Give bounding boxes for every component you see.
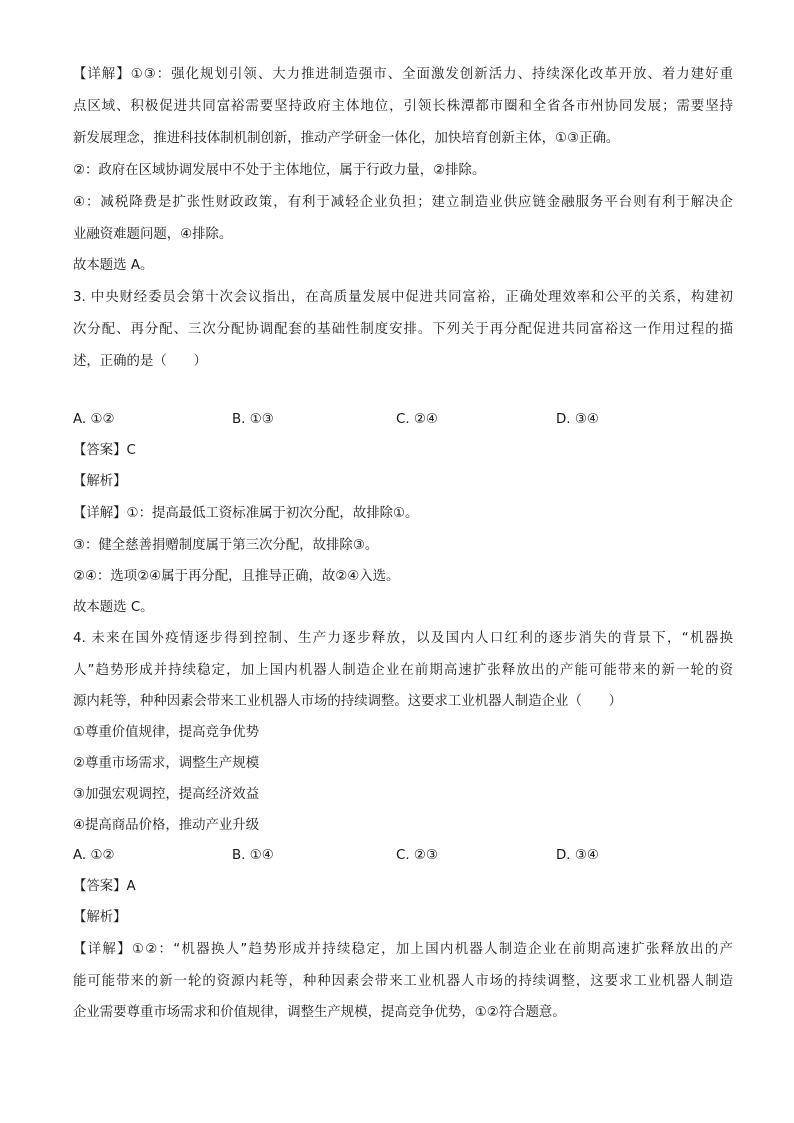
q4-answer: 【答案】A (73, 879, 136, 894)
q4-analysis-label: 【解析】 (73, 910, 127, 925)
q3-stem-line-2: 次分配、再分配、三次分配协调配套的基础性制度安排。下列关于再分配促进共同富裕这一作用过程的描 (73, 322, 733, 337)
q4-option-c: C. ②③ (396, 848, 438, 863)
q4-item-1: ①尊重价值规律，提高竞争优势 (73, 725, 260, 740)
q3-option-d: D. ③④ (556, 412, 599, 427)
q4-stem-line-3: 源内耗等，种种因素会带来工业机器人市场的持续调整。这要求工业机器人制造企业（ ） (73, 694, 623, 709)
q3-detail-line-1: 【详解】①：提高最低工资标准属于初次分配，故排除①。 (73, 506, 419, 521)
q2-detail-line-6: 业融资难题问题，④排除。 (73, 227, 233, 242)
q2-detail-line-2: 点区域、积极促进共同富裕需要坚持政府主体地位，引领长株潭都市圈和全省各市州协同发展；需要坚持 (73, 99, 733, 114)
q4-option-d: D. ③④ (556, 848, 599, 863)
q3-option-b: B. ①③ (232, 412, 274, 427)
q3-stem-line-1: 3. 中央财经委员会第十次会议指出，在高质量发展中促进共同富裕，正确处理效率和公平的关系，构建初 (73, 290, 733, 305)
q4-stem-line-2: 人”趋势形成并持续稳定，加上国内机器人制造企业在前期高速扩张释放出的产能可能带来的新一轮的资 (73, 663, 733, 678)
q4-detail-line-2: 能可能带来的新一轮的资源内耗等，种种因素会带来工业机器人市场的持续调整，这要求工业机器人制造 (73, 974, 733, 989)
q4-option-b: B. ①④ (232, 848, 274, 863)
q2-detail-line-4: ②：政府在区域协调发展中不处于主体地位，属于行政力量，②排除。 (73, 163, 486, 178)
q4-item-3: ③加强宏观调控，提高经济效益 (73, 787, 260, 802)
q3-option-a: A. ①② (73, 412, 115, 427)
q4-item-2: ②尊重市场需求，调整生产规模 (73, 756, 260, 771)
q4-option-a: A. ①② (73, 848, 115, 863)
q4-detail-line-1: 【详解】①②：“机器换人”趋势形成并持续稳定，加上国内机器人制造企业在前期高速扩张释放出的产 (73, 942, 733, 957)
q3-answer: 【答案】C (73, 443, 136, 458)
q2-detail-line-5: ④：减税降费是扩张性财政政策，有利于减轻企业负担；建立制造业供应链金融服务平台则有利于解决企 (73, 195, 733, 210)
q3-stem-line-3: 述，正确的是（ ） (73, 354, 207, 369)
q4-stem-line-1: 4. 未来在国外疫情逐步得到控制、生产力逐步释放，以及国内人口红利的逐步消失的背景下，“机器换 (73, 631, 733, 646)
q2-detail-line-1: 【详解】①③：强化规划引领、大力推进制造强市、全面激发创新活力、持续深化改革开放、着力建好重 (73, 67, 733, 82)
q3-detail-line-2: ③：健全慈善捐赠制度属于第三次分配，故排除③。 (73, 538, 379, 553)
q3-conclusion: 故本题选 C。 (73, 600, 154, 615)
q3-detail-line-3: ②④：选项②④属于再分配，且推导正确，故②④入选。 (73, 569, 400, 584)
q2-detail-line-3: 新发展理念，推进科技体制机制创新，推动产学研金一体化，加快培育创新主体，①③正确。 (73, 131, 620, 146)
q3-option-c: C. ②④ (396, 412, 438, 427)
q4-detail-line-3: 企业需要尊重市场需求和价值规律，调整生产规模，提高竞争优势，①②符合题意。 (73, 1005, 566, 1020)
q2-conclusion: 故本题选 A。 (73, 258, 154, 273)
q3-analysis-label: 【解析】 (73, 474, 127, 489)
q4-item-4: ④提高商品价格，推动产业升级 (73, 818, 260, 833)
